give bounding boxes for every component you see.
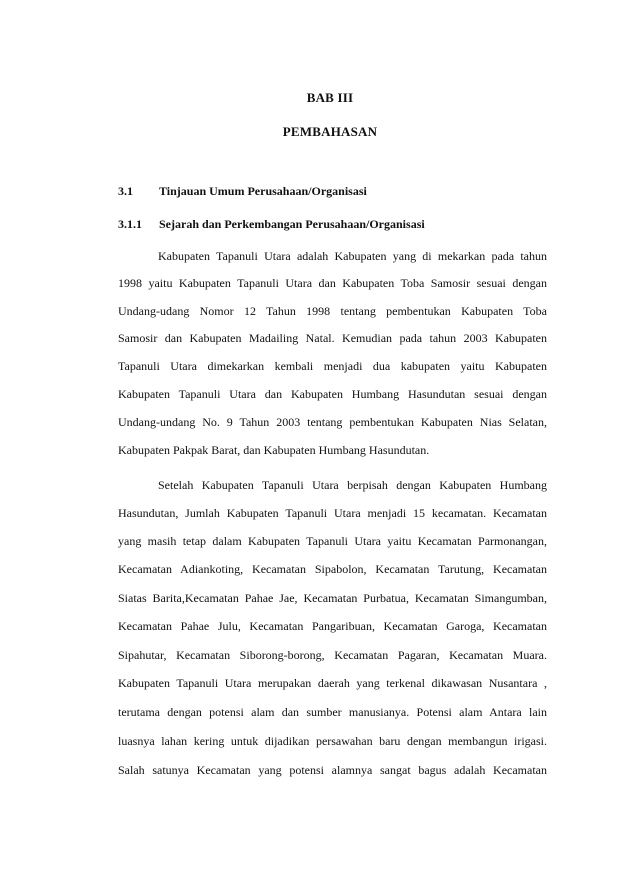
paragraph-line: yang masih tetap dalam Kabupaten Tapanuli Utara yaitu Kecamatan Parmonangan, <box>118 534 547 548</box>
section-heading-3-1 <box>118 184 367 199</box>
paragraph-line: Siatas Barita,Kecamatan Pahae Jae, Kecamatan Purbatua, Kecamatan Simangumban, <box>118 591 547 605</box>
paragraph-line: terutama dengan potensi alam dan sumber manusianya. Potensi alam Antara lain <box>118 705 547 719</box>
section-number: 3.1 <box>118 184 133 198</box>
paragraph-line: Salah satunya Kecamatan yang potensi alamnya sangat bagus adalah Kecamatan <box>118 763 547 777</box>
chapter-number: BAB III <box>306 90 354 105</box>
paragraph-line: Kabupaten Pakpak Barat, dan Kabupaten Humbang Hasundutan. <box>118 443 430 457</box>
section-title: Tinjauan Umum Perusahaan/Organisasi <box>159 184 367 198</box>
paragraph-line: 1998 yaitu Kabupaten Tapanuli Utara dan Kabupaten Toba Samosir sesuai dengan <box>118 276 547 290</box>
chapter-title: PEMBAHASAN <box>282 124 378 139</box>
paragraph-line: Sipahutar, Kecamatan Siborong-borong, Kecamatan Pagaran, Kecamatan Muara. <box>118 648 547 662</box>
paragraph-line: Kecamatan Pahae Julu, Kecamatan Pangaribuan, Kecamatan Garoga, Kecamatan <box>118 619 547 633</box>
paragraph-line: Kecamatan Adiankoting, Kecamatan Sipabolon, Kecamatan Tarutung, Kecamatan <box>118 562 547 576</box>
paragraph-line: Hasundutan, Jumlah Kabupaten Tapanuli Utara menjadi 15 kecamatan. Kecamatan <box>118 506 547 520</box>
section-title: Sejarah dan Perkembangan Perusahaan/Organisasi <box>159 217 425 231</box>
paragraph-line: luasnya lahan kering untuk dijadikan persawahan baru dengan membangun irigasi. <box>118 734 547 748</box>
paragraph-line: Tapanuli Utara dimekarkan kembali menjadi dua kabupaten yaitu Kabupaten <box>118 359 547 373</box>
paragraph-line: Kabupaten Tapanuli Utara dan Kabupaten Humbang Hasundutan sesuai dengan <box>118 387 547 401</box>
section-heading-3-1-1 <box>118 217 425 232</box>
paragraph-line: Kabupaten Tapanuli Utara merupakan daerah yang terkenal dikawasan Nusantara , <box>118 676 547 690</box>
paragraph-line: Samosir dan Kabupaten Madailing Natal. Kemudian pada tahun 2003 Kabupaten <box>118 331 547 345</box>
section-number: 3.1.1 <box>118 217 142 231</box>
paragraph-line: Undang-udang Nomor 12 Tahun 1998 tentang pembentukan Kabupaten Toba <box>118 304 547 318</box>
paragraph-line: Setelah Kabupaten Tapanuli Utara berpisah dengan Kabupaten Humbang <box>158 478 547 492</box>
paragraph-line: Undang-undang No. 9 Tahun 2003 tentang pembentukan Kabupaten Nias Selatan, <box>118 415 547 429</box>
paragraph-line: Kabupaten Tapanuli Utara adalah Kabupaten yang di mekarkan pada tahun <box>158 249 547 263</box>
